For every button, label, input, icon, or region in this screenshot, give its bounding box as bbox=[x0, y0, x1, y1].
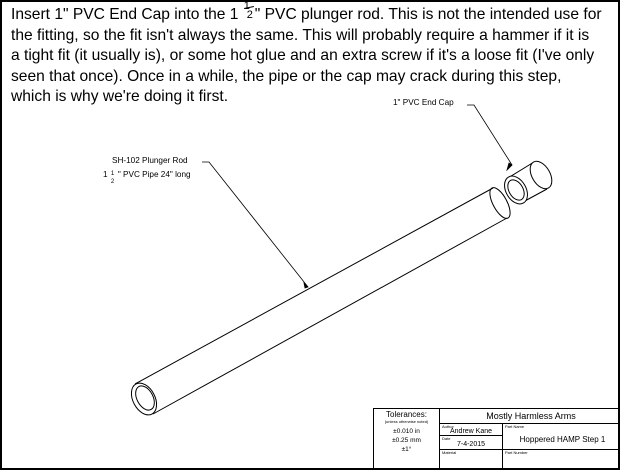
part-name-value: Hoppered HAMP Step 1 bbox=[519, 435, 606, 444]
plunger-rod-callout-line-1: SH-102 Plunger Rod bbox=[112, 156, 188, 165]
date-label: Date bbox=[442, 436, 451, 441]
tolerances-cell bbox=[374, 409, 440, 470]
material-label: Material bbox=[442, 450, 457, 455]
fraction-denominator: 2 bbox=[246, 9, 253, 21]
part-name-cell bbox=[503, 424, 620, 450]
author-cell bbox=[440, 424, 503, 436]
company-name: Mostly Harmless Arms bbox=[486, 411, 576, 421]
instructions-line-4: seen that once). Once in a while, the pipe or the cap may crack during this step, bbox=[11, 67, 562, 85]
company-cell bbox=[440, 409, 620, 424]
fraction-numerator: 1 bbox=[243, 0, 250, 12]
instructions-line-3: a tight fit (it usually is), or some hot glue and an extra screw if it's a loose fit (I've only bbox=[11, 47, 595, 65]
material-cell bbox=[440, 450, 503, 470]
plunger-rod-pipe bbox=[126, 185, 514, 419]
plunger-rod-size-prefix: 1 bbox=[103, 170, 110, 179]
part-number-cell bbox=[503, 450, 620, 470]
tolerance-inches: ±0.010 in bbox=[393, 428, 420, 435]
instructions-line-1-start: Insert 1" PVC End Cap into the 1 bbox=[11, 6, 243, 23]
fraction-denominator: 2 bbox=[110, 179, 115, 185]
author-value: Andrew Kane bbox=[449, 428, 493, 435]
plunger-rod-callout-line-2 bbox=[103, 170, 191, 185]
isometric-drawing bbox=[2, 2, 618, 468]
instructions-line-5: which is why we're doing it first. bbox=[11, 88, 229, 106]
tolerance-mm: ±0.25 mm bbox=[392, 437, 421, 444]
part-number-label: Part Number bbox=[505, 450, 528, 455]
fraction-numerator: 1 bbox=[110, 171, 115, 177]
instructions-line-1-end: " PVC plunger rod. This is not the intended use for bbox=[254, 6, 602, 23]
end-cap-callout: 1" PVC End Cap bbox=[393, 98, 454, 107]
instructions-line-2: the fitting, so the fit isn't always the same. This will probably require a hammer if it is bbox=[11, 26, 590, 44]
plunger-rod-size-suffix: " PVC Pipe 24" long bbox=[117, 170, 191, 179]
part-name-label: Part Name bbox=[505, 424, 525, 429]
leader-lines bbox=[202, 105, 512, 288]
author-label: Author bbox=[442, 424, 454, 429]
title-block bbox=[373, 408, 620, 470]
date-cell bbox=[440, 436, 503, 450]
tolerance-degrees: ±1° bbox=[401, 446, 412, 453]
tolerances-title: Tolerances: bbox=[386, 410, 427, 419]
tolerances-subtitle: (unless otherwise noted) bbox=[384, 419, 429, 424]
date-value: 7-4-2015 bbox=[456, 441, 486, 448]
